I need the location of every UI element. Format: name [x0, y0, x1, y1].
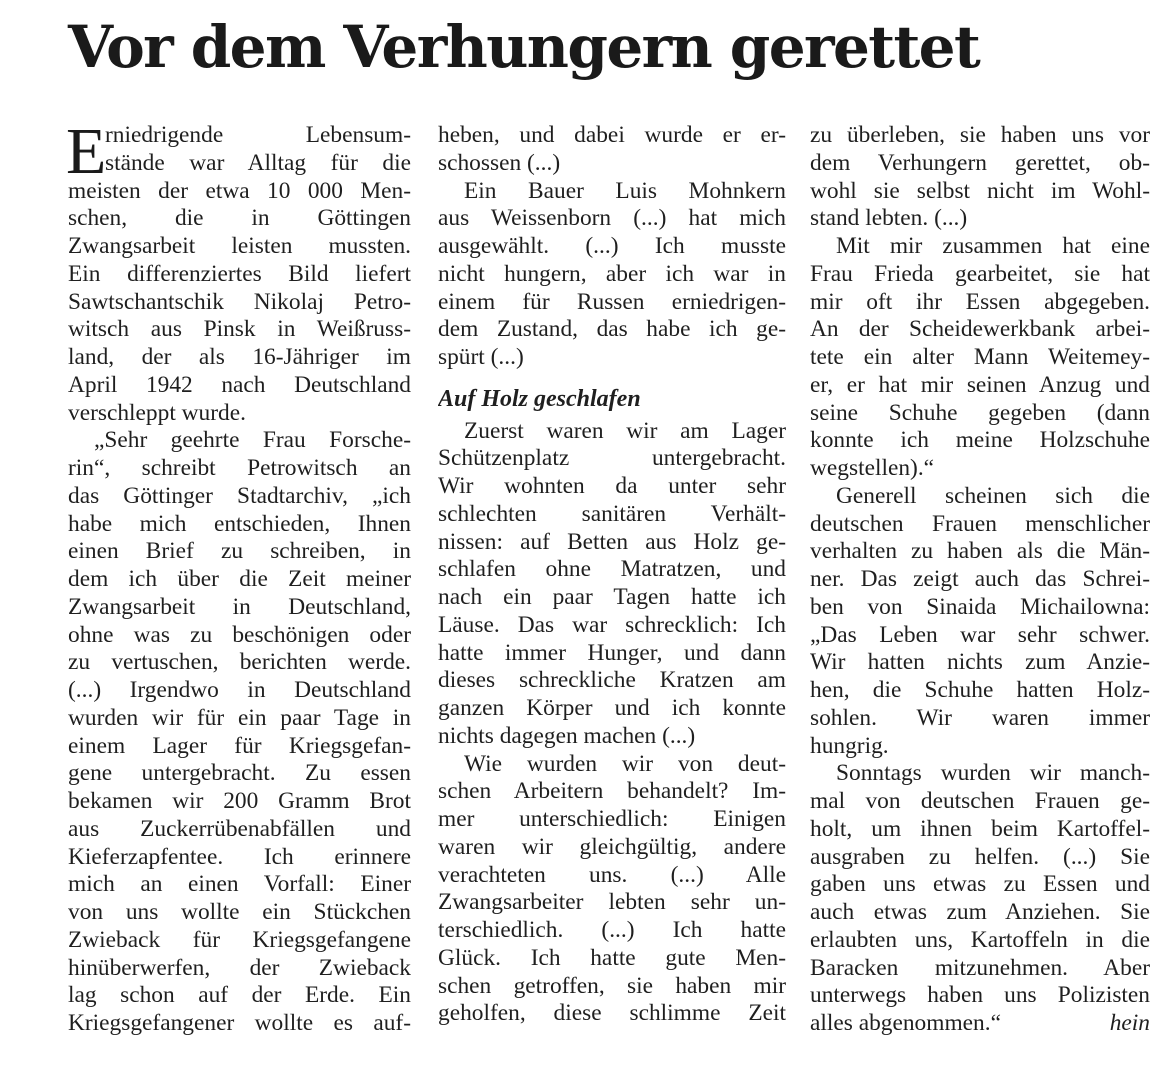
text-line: Baracken mitzunehmen. Aber — [810, 954, 1150, 981]
text-line: dem ich über die Zeit meiner — [68, 566, 411, 592]
text-line: aus Weissenborn (...) hat mich — [438, 205, 786, 232]
text-line: deutschen Frauen menschlicher — [810, 510, 1150, 537]
text-line: verachteten uns. (...) Alle — [438, 861, 786, 888]
text-line: mir oft ihr Essen abgegeben. — [810, 288, 1150, 315]
text-line: nach ein paar Tagen hatte ich — [438, 584, 786, 610]
text-line: Glück. Ich hatte gute Men- — [438, 944, 786, 971]
text-line: mich an einen Vorfall: Einer — [68, 871, 411, 898]
text-line: ausgraben zu helfen. (...) Sie — [810, 843, 1150, 870]
closing-text: alles abgenommen.“ — [810, 1010, 1001, 1036]
text-line: verhalten zu haben als die Män- — [810, 538, 1150, 565]
text-line: dieses schreckliche Kratzen am — [438, 667, 786, 694]
text-line: Sonntags wurden wir manch- — [836, 760, 1150, 787]
text-line: geholfen, diese schlimme Zeit — [438, 1000, 786, 1027]
text-line: nissen: auf Betten aus Holz ge- — [438, 528, 786, 555]
text-line: bekamen wir 200 Gramm Brot — [68, 788, 411, 814]
text-line: holt, um ihnen beim Kartoffel- — [810, 815, 1150, 842]
text-line: „Das Leben war sehr schwer. — [810, 621, 1150, 648]
text-line: konnte ich meine Holzschuhe — [810, 427, 1150, 454]
subheading: Auf Holz geschlafen — [438, 385, 641, 412]
text-line: wegstellen).“ — [810, 455, 935, 481]
text-line: sohlen. Wir waren immer — [810, 704, 1150, 731]
text-line: schen getroffen, sie haben mir — [438, 972, 786, 999]
text-line: erlaubten uns, Kartoffeln in die — [810, 926, 1150, 953]
text-line: April 1942 nach Deutschland — [68, 371, 411, 398]
text-line: rin“, schreibt Petrowitsch an — [68, 455, 411, 481]
text-line: dem Zustand, das habe ich ge- — [438, 316, 786, 343]
text-line: auch etwas zum Anziehen. Sie — [810, 899, 1150, 925]
text-line: hatte immer Hunger, und dann — [438, 639, 786, 666]
text-line: einem für Russen erniedrigen- — [438, 288, 786, 315]
text-line: das Göttinger Stadtarchiv, „ich — [68, 482, 411, 509]
text-line: land, der als 16-Jähriger im — [68, 344, 411, 370]
text-line: schlechten sanitären Verhält- — [438, 500, 786, 527]
text-line: zu vertuschen, berichten werde. — [68, 649, 411, 676]
text-line: hungrig. — [810, 732, 889, 759]
text-line: ohne was zu beschönigen oder — [68, 621, 411, 648]
text-line: gaben uns etwas zu Essen und — [810, 871, 1150, 898]
text-line: Sawtschantschik Nikolaj Petro- — [68, 288, 411, 315]
text-line: stände war Alltag für die — [105, 149, 411, 176]
text-line: wurden wir für ein paar Tage in — [68, 704, 411, 731]
text-line: lag schon auf der Erde. Ein — [68, 982, 411, 1009]
article-column-2 — [438, 122, 786, 1028]
headline: Vor dem Verhungern gerettet — [68, 13, 980, 81]
text-line: dem Verhungern gerettet, ob- — [810, 149, 1150, 176]
text-line: meisten der etwa 10 000 Men- — [68, 177, 411, 204]
text-line: schen Arbeitern behandelt? Im- — [438, 778, 786, 805]
drop-cap: E — [66, 115, 107, 188]
text-line: An der Scheidewerkbank arbei- — [810, 316, 1150, 343]
article-column-3 — [810, 122, 1150, 1038]
text-line: hen, die Schuhe hatten Holz- — [810, 677, 1150, 703]
text-line: Ein differenziertes Bild liefert — [68, 260, 411, 287]
text-line: nicht hungern, aber ich war in — [438, 260, 786, 287]
text-line: gene untergebracht. Zu essen — [68, 760, 411, 787]
text-line-last — [810, 1010, 1150, 1038]
text-line: Wir wohnten da unter sehr — [438, 473, 786, 499]
text-line: rniedrigende Lebensum- — [105, 122, 411, 148]
text-line: ausgewählt. (...) Ich musste — [438, 233, 786, 259]
text-line: Mit mir zusammen hat eine — [836, 233, 1150, 259]
text-line: Wir hatten nichts zum Anzie- — [810, 649, 1150, 676]
author-signature: hein — [1109, 1010, 1150, 1036]
text-line: Schützenplatz untergebracht. — [438, 445, 786, 472]
text-line: von uns wollte ein Stückchen — [68, 899, 411, 925]
text-line: heben, und dabei wurde er er- — [438, 122, 786, 148]
text-line: Zuerst waren wir am Lager — [464, 417, 786, 444]
text-line: einem Lager für Kriegsgefan- — [68, 732, 411, 759]
text-line: ganzen Körper und ich konnte — [438, 695, 786, 721]
text-line: Zwangsarbeiter lebten sehr un- — [438, 889, 786, 916]
text-line: verschleppt wurde. — [68, 399, 246, 426]
text-line: Ein Bauer Luis Mohnkern — [464, 177, 786, 204]
text-line: Wie wurden wir von deut- — [464, 750, 786, 777]
text-line: hinüberwerfen, der Zwieback — [68, 954, 411, 981]
text-line: Kriegsgefangener wollte es auf- — [68, 1010, 411, 1036]
text-line: Kieferzapfentee. Ich erinnere — [68, 843, 411, 870]
text-line: einen Brief zu schreiben, in — [68, 538, 411, 565]
text-line: seine Schuhe gegeben (dann — [810, 399, 1150, 426]
text-line: aus Zuckerrübenabfällen und — [68, 815, 411, 842]
text-line: Generell scheinen sich die — [836, 482, 1150, 509]
text-line: spürt (...) — [438, 344, 524, 370]
text-line: tete ein alter Mann Weitemey- — [810, 344, 1150, 370]
text-line: habe mich entschieden, Ihnen — [68, 510, 411, 537]
text-line: mer unterschiedlich: Einigen — [438, 806, 786, 832]
article-column-1 — [66, 115, 411, 1038]
text-line: wohl sie selbst nicht im Wohl- — [810, 177, 1150, 204]
text-line: Zwangsarbeit in Deutschland, — [68, 593, 411, 620]
text-line: Frau Frieda gearbeitet, sie hat — [810, 260, 1150, 287]
text-line: nichts dagegen machen (...) — [438, 722, 696, 749]
text-line: mal von deutschen Frauen ge- — [810, 788, 1150, 814]
text-line: stand lebten. (...) — [810, 205, 968, 232]
text-line: Zwangsarbeit leisten mussten. — [68, 233, 411, 259]
text-line: ben von Sinaida Michailowna: — [810, 593, 1150, 620]
text-line: „Sehr geehrte Frau Forsche- — [94, 427, 411, 454]
text-line: Läuse. Das war schrecklich: Ich — [438, 611, 786, 638]
text-line: unterwegs haben uns Polizisten — [810, 982, 1150, 1009]
text-line: Zwieback für Kriegsgefangene — [68, 926, 411, 953]
text-line: ner. Das zeigt auch das Schrei- — [810, 566, 1150, 592]
text-line: (...) Irgendwo in Deutschland — [68, 677, 411, 703]
text-line: schlafen ohne Matratzen, und — [438, 556, 786, 583]
text-line: schen, die in Göttingen — [68, 205, 411, 232]
text-line: witsch aus Pinsk in Weißruss- — [68, 316, 411, 343]
text-line: er, er hat mir seinen Anzug und — [810, 371, 1150, 398]
text-line: terschiedlich. (...) Ich hatte — [438, 917, 786, 943]
text-line: waren wir gleichgültig, andere — [438, 833, 786, 860]
text-line: zu überleben, sie haben uns vor — [810, 122, 1150, 148]
text-line: schossen (...) — [438, 149, 561, 176]
